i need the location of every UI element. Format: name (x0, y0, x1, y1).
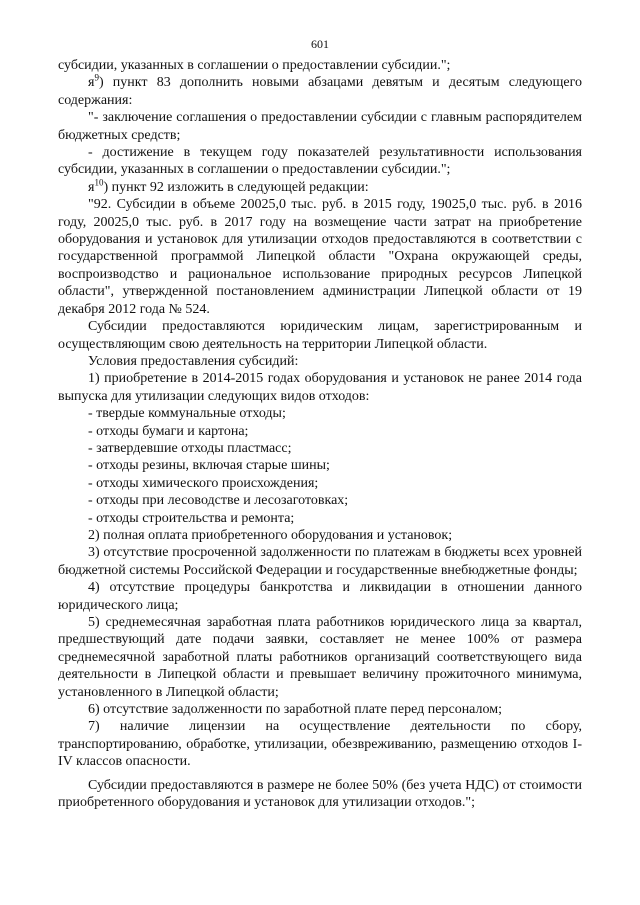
item-letter: я (88, 75, 95, 91)
paragraph-7: Субсидии предоставляются юридическим лицам, зарегистрированным и осуществляющим свою деятельность на территории Липецкой области. (58, 319, 582, 352)
page-number: 601 (311, 37, 329, 51)
paragraph-6: "92. Субсидии в объеме 20025,0 тыс. руб. в 2015 году, 19025,0 тыс. руб. в 2016 году, 20025,0 тыс. руб. в 2017 году на возмещение части затрат на приобретение оборудования и установок для утилизации отходов предоставляются в соответствии с государственной программой Липецкой области "Охрана окружающей среды, воспроизводство и рациональное использование природных ресурсов Липецкой области", утвержденной постановлением администрации Липецкой области от 19 декабря 2012 года № 524. (58, 197, 582, 317)
list-item: - затвердевшие отходы пластмасс; (88, 440, 292, 456)
paragraph-condition-6: 6) отсутствие задолженности по заработной плате перед персоналом; (88, 702, 502, 718)
paragraph-condition-3: 3) отсутствие просроченной задолженности по платежам в бюджеты всех уровней бюджетной системы Российской Федерации и государственные внебюджетные фонды; (58, 545, 582, 578)
paragraph-2 (58, 74, 582, 109)
paragraph-3: "- заключение соглашения о предоставлении субсидии с главным распорядителем бюджетных средств; (58, 110, 582, 143)
paragraph-condition-4: 4) отсутствие процедуры банкротства и ликвидации в отношении данного юридического лица; (58, 580, 582, 613)
paragraph-5 (58, 179, 582, 196)
list-item: - твердые коммунальные отходы; (88, 406, 286, 422)
item-superscript: 10 (94, 177, 104, 188)
paragraph-9: 1) приобретение в 2014-2015 годах оборудования и установок не ранее 2014 года выпуска для утилизации следующих видов отходов: (58, 371, 582, 404)
paragraph-condition-5: 5) среднемесячная заработная плата работников юридического лица за квартал, предшествующий дате подачи заявки, составляет не менее 100% от размера среднемесячной заработной платы работников организаций соответствующего вида деятельности в Липецкой области и превышает величину прожиточного минимума, установленного в Липецкой области; (58, 615, 582, 700)
paragraph-8: Условия предоставления субсидий: (88, 353, 299, 369)
list-item: - отходы строительства и ремонта; (88, 510, 295, 526)
item-text: ) пункт 92 изложить в следующей редакции: (103, 179, 369, 195)
paragraph-final: Субсидии предоставляются в размере не более 50% (без учета НДС) от стоимости приобретенного оборудования и установок для утилизации отходов."; (58, 777, 582, 811)
list-item: - отходы резины, включая старые шины; (88, 458, 330, 474)
item-letter: я (88, 179, 95, 195)
paragraph-condition-2: 2) полная оплата приобретенного оборудования и установок; (88, 527, 453, 543)
list-item: - отходы бумаги и картона; (88, 423, 249, 439)
item-superscript: 9 (94, 72, 99, 83)
paragraph-condition-7: 7) наличие лицензии на осуществление деятельности по сбору, транспортированию, обработке, утилизации, обезвреживанию, размещению отходов I-IV классов опасности. (58, 719, 582, 770)
paragraph-4: - достижение в текущем году показателей результативности использования субсидии, указанных в соглашении о предоставлении субсидии."; (58, 145, 582, 178)
document-body (58, 57, 582, 811)
list-item: - отходы химического происхождения; (88, 475, 319, 491)
list-item: - отходы при лесоводстве и лесозаготовках; (88, 493, 349, 509)
paragraph-1: субсидии, указанных в соглашении о предоставлении субсидии."; (58, 58, 451, 73)
item-text: ) пункт 83 дополнить новыми абзацами девятым и десятым следующего содержания: (58, 75, 582, 108)
